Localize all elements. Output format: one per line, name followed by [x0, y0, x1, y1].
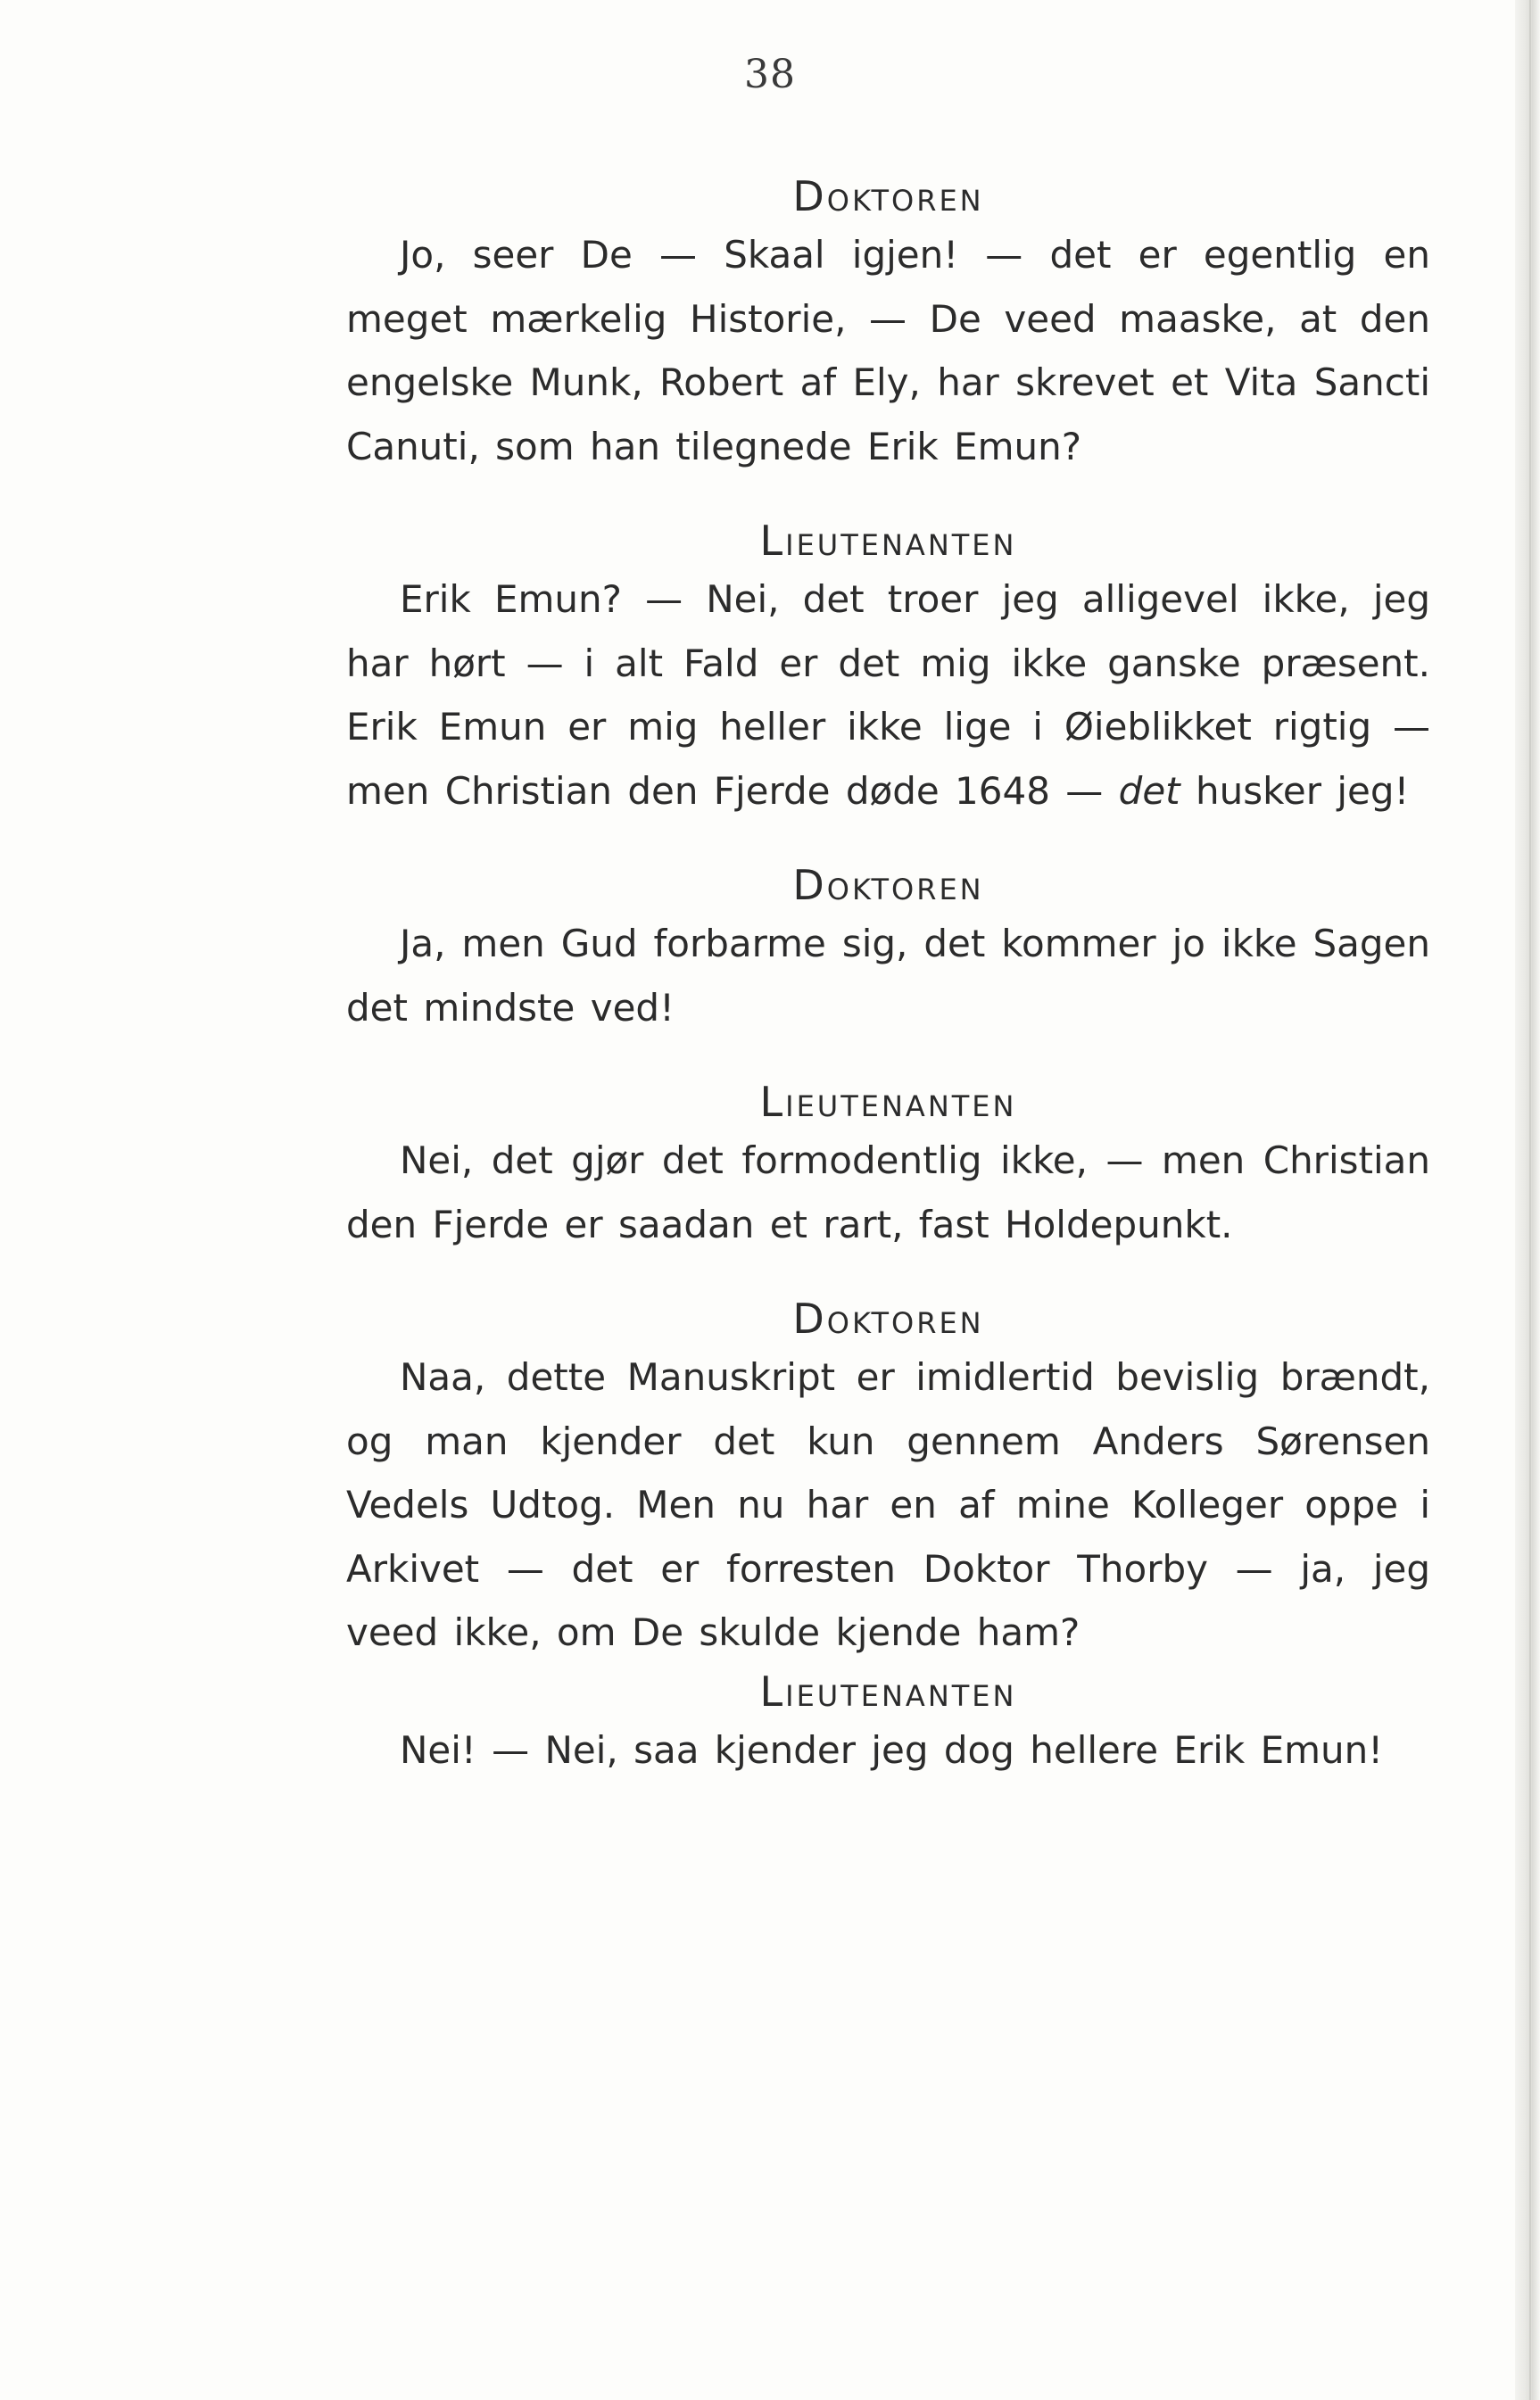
speaker-heading: Lieutenanten: [759, 1667, 1017, 1716]
speaker-heading: Doktoren: [792, 1295, 984, 1343]
speech-paragraph: Jo, seer De — Skaal igjen! — det er egentlig en meget mærkelig Historie, — De veed maaske, at den engelske Munk, Robert af Ely, har skrevet et Vita Sancti Canuti, som han tilegnede Erik Emun?: [346, 233, 1430, 468]
speech-paragraph: Naa, dette Manuskript er imidlertid bevislig brændt, og man kjender det kun gennem Anders Sørensen Vedels Udtog. Men nu har en af mine Kolleger oppe i Arkivet — det er forresten Doktor Thorby — ja, jeg veed ikke, om De skulde kjende ham?: [346, 1355, 1430, 1654]
speaker-heading: Doktoren: [792, 861, 984, 909]
page-edge: [1515, 0, 1540, 2400]
page-number: 38: [744, 52, 796, 97]
page-edge-line: [1529, 0, 1531, 2400]
speech-paragraph: Nei! — Nei, saa kjender jeg dog hellere Erik Emun!: [400, 1727, 1384, 1772]
speaker-heading: Lieutenanten: [759, 1078, 1017, 1126]
speaker-heading: Doktoren: [792, 172, 984, 220]
speaker-heading: Lieutenanten: [759, 517, 1017, 565]
speech-text: Erik Emun? — Nei, det troer jeg alligevel ikke, jeg har hørt — i alt Fald er det mig ikke ganske præsent. Erik Emun er mig heller ikke lige i Øieblikket rigtig — men Christian den Fjerde døde 1648 —: [346, 577, 1430, 813]
dialogue-text: [346, 170, 1430, 1782]
speech-paragraph: Nei, det gjør det formodentlig ikke, — men Christian den Fjerde er saadan et rart, fast Holdepunkt.: [346, 1138, 1430, 1246]
speech-emphasis: det: [1118, 768, 1180, 813]
speech-paragraph: [346, 567, 1430, 823]
speech-paragraph: Ja, men Gud forbarme sig, det kommer jo ikke Sagen det mindste ved!: [346, 922, 1430, 1030]
speech-text: husker jeg!: [1180, 768, 1410, 813]
